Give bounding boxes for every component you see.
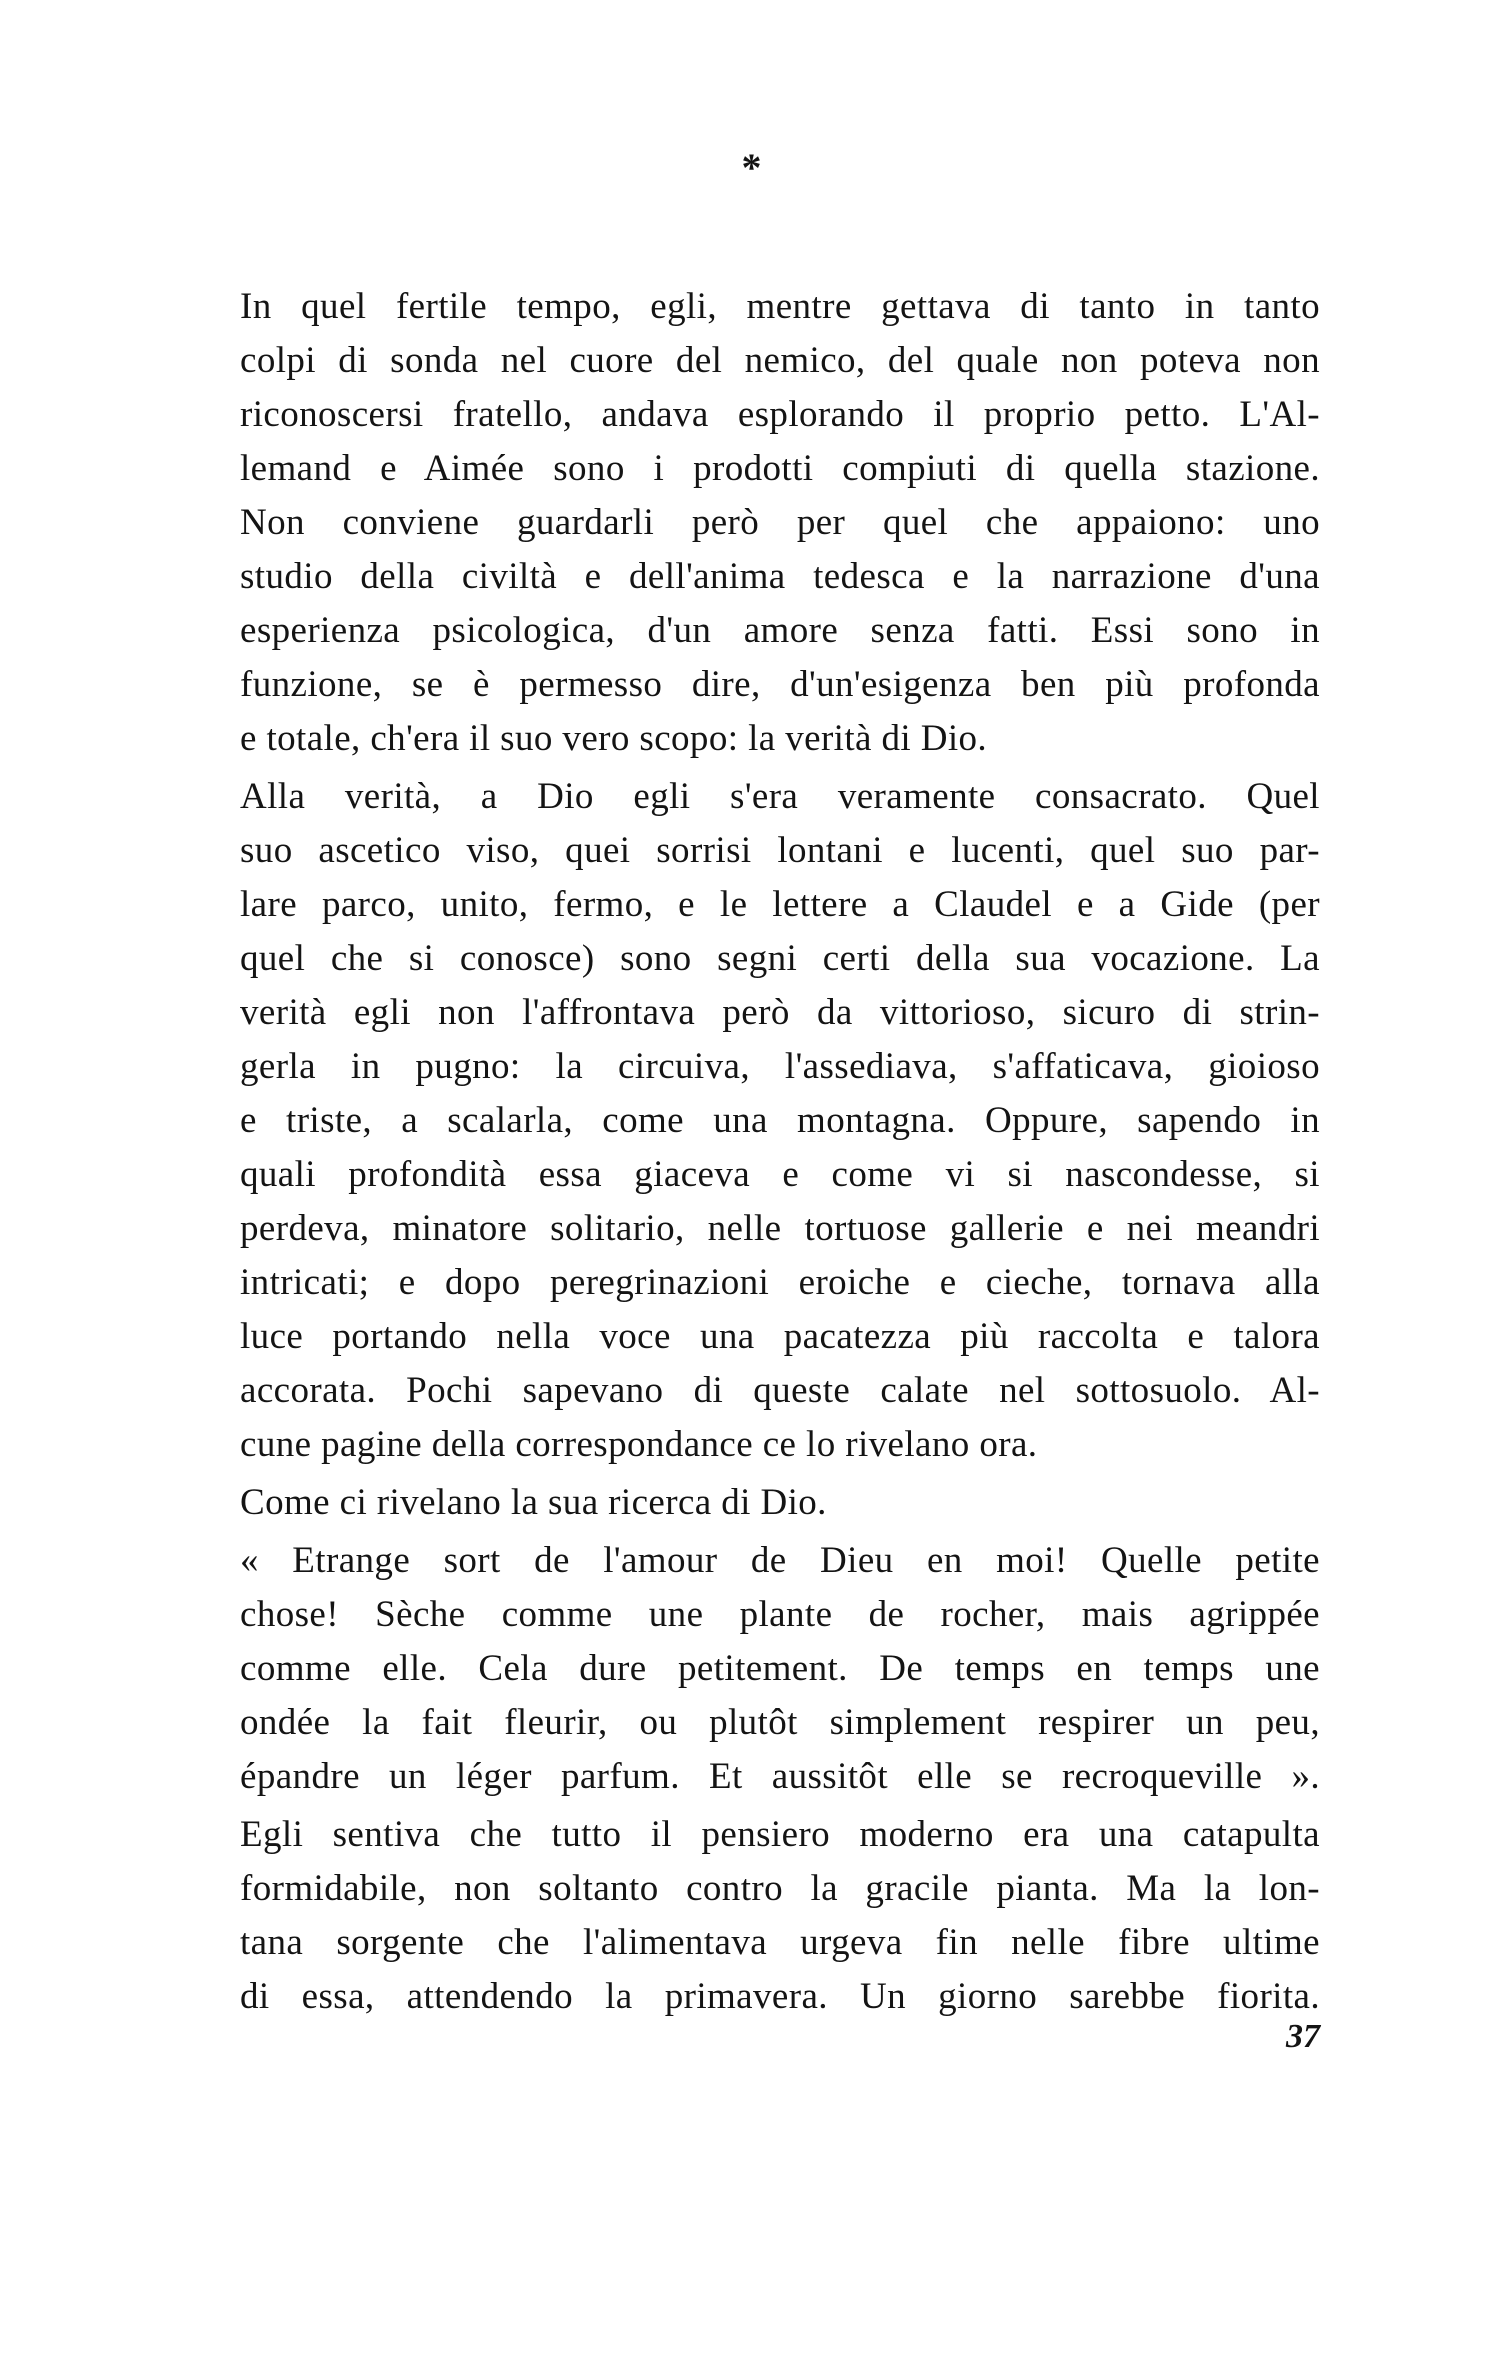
text-line: esperienza psicologica, d'un amore senza fatti. Essi sono in bbox=[240, 610, 1320, 651]
text-line: riconoscersi fratello, andava esplorando il proprio petto. L'Al- bbox=[240, 394, 1320, 435]
text-line: verità egli non l'affrontava però da vittorioso, sicuro di strin- bbox=[240, 992, 1320, 1033]
text-line: di essa, attendendo la primavera. Un giorno sarebbe fiorita. bbox=[240, 1976, 1320, 2017]
page-number: 37 bbox=[1286, 2018, 1320, 2055]
text-line: e triste, a scalarla, come una montagna. Oppure, sapendo in bbox=[240, 1100, 1320, 1141]
text-line: gerla in pugno: la circuiva, l'assediava, s'affaticava, gioioso bbox=[240, 1046, 1320, 1087]
text-line: lemand e Aimée sono i prodotti compiuti di quella stazione. bbox=[240, 448, 1320, 489]
paragraph-1 bbox=[240, 280, 1320, 766]
text-line: formidabile, non soltanto contro la gracile pianta. Ma la lon- bbox=[240, 1868, 1320, 1909]
text-line: quel che si conosce) sono segni certi della sua vocazione. La bbox=[240, 938, 1320, 979]
text-line: « Etrange sort de l'amour de Dieu en moi! Quelle petite bbox=[240, 1540, 1320, 1581]
text-line: accorata. Pochi sapevano di queste calate nel sottosuolo. Al- bbox=[240, 1370, 1320, 1411]
text-line: Alla verità, a Dio egli s'era veramente consacrato. Quel bbox=[240, 776, 1320, 817]
body-text bbox=[240, 280, 1320, 2024]
text-line: épandre un léger parfum. Et aussitôt elle se recroqueville ». bbox=[240, 1756, 1320, 1797]
text-line: tana sorgente che l'alimentava urgeva fin nelle fibre ultime bbox=[240, 1922, 1320, 1963]
text-line: studio della civiltà e dell'anima tedesca e la narrazione d'una bbox=[240, 556, 1320, 597]
text-line: e totale, ch'era il suo vero scopo: la verità di Dio. bbox=[240, 718, 988, 759]
text-line: quali profondità essa giaceva e come vi si nascondesse, si bbox=[240, 1154, 1320, 1195]
text-line: In quel fertile tempo, egli, mentre gettava di tanto in tanto bbox=[240, 286, 1320, 327]
text-line: comme elle. Cela dure petitement. De temps en temps une bbox=[240, 1648, 1320, 1689]
text-line: suo ascetico viso, quei sorrisi lontani e lucenti, quel suo par- bbox=[240, 830, 1320, 871]
text-line: chose! Sèche comme une plante de rocher, mais agrippée bbox=[240, 1594, 1320, 1635]
text-line: intricati; e dopo peregrinazioni eroiche e cieche, tornava alla bbox=[240, 1262, 1320, 1303]
text-line: lare parco, unito, fermo, e le lettere a Claudel e a Gide (per bbox=[240, 884, 1320, 925]
text-line: ondée la fait fleurir, ou plutôt simplement respirer un peu, bbox=[240, 1702, 1320, 1743]
text-line: Egli sentiva che tutto il pensiero moderno era una catapulta bbox=[240, 1814, 1320, 1855]
section-asterisk: * bbox=[741, 145, 762, 190]
text-line: cune pagine della correspondance ce lo rivelano ora. bbox=[240, 1424, 1038, 1465]
paragraph-3 bbox=[240, 1476, 1320, 1530]
paragraph-4-quotation bbox=[240, 1534, 1320, 1804]
text-line: colpi di sonda nel cuore del nemico, del quale non poteva non bbox=[240, 340, 1320, 381]
text-line: luce portando nella voce una pacatezza più raccolta e talora bbox=[240, 1316, 1320, 1357]
text-line: perdeva, minatore solitario, nelle tortuose gallerie e nei meandri bbox=[240, 1208, 1320, 1249]
paragraph-2 bbox=[240, 770, 1320, 1472]
paragraph-5 bbox=[240, 1808, 1320, 2024]
text-line: funzione, se è permesso dire, d'un'esigenza ben più profonda bbox=[240, 664, 1320, 705]
text-line: Non conviene guardarli però per quel che appaiono: uno bbox=[240, 502, 1320, 543]
text-line: Come ci rivelano la sua ricerca di Dio. bbox=[240, 1482, 827, 1523]
